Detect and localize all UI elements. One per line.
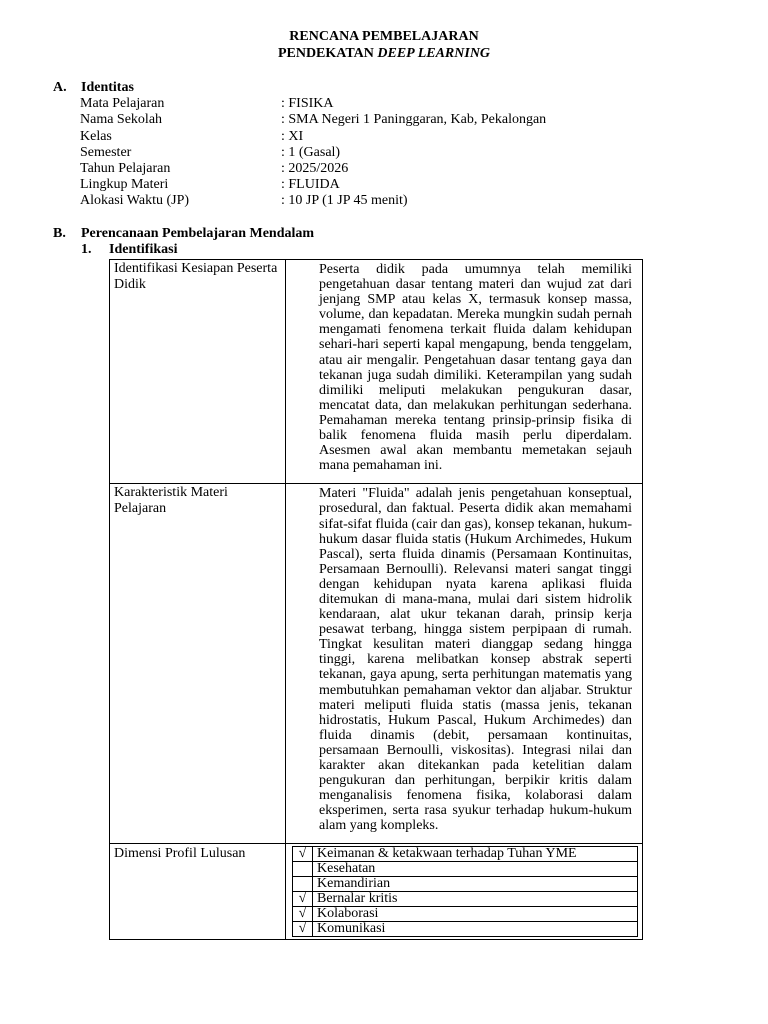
check-mark: √ (293, 892, 313, 907)
identification-table (109, 259, 643, 940)
checklist-label: Kemandirian (313, 877, 638, 892)
checklist-row (293, 892, 638, 907)
identity-value: : 1 (Gasal) (281, 145, 341, 160)
checklist-label: Keimanan & ketakwaan terhadap Tuhan YME (313, 847, 638, 862)
identity-key: Tahun Pelajaran (80, 161, 171, 176)
checklist-row (293, 862, 638, 877)
identity-key: Mata Pelajaran (80, 96, 165, 111)
identity-value: : FLUIDA (281, 177, 340, 192)
checklist-row (293, 877, 638, 892)
section-a-title: Identitas (81, 80, 134, 95)
doc-subtitle-prefix: PENDEKATAN (277, 46, 374, 61)
identity-value: : 10 JP (1 JP 45 menit) (281, 193, 408, 208)
doc-subtitle (0, 46, 768, 62)
check-mark: √ (293, 847, 313, 862)
karakteristik-text: Materi "Fluida" adalah jenis pengetahuan konseptual, prosedural, dan faktual. Peserta didik akan memahami sifat-sifat fluida (cair dan gas), konsep tekanan, hukum-hukum dasar fluida statis (Hukum Archimedes, Hukum Pascal), serta fluida dinamis (Persamaan Kontinuitas, Persamaan Bernoulli). Relevansi materi sangat tinggi dengan kehidupan nyata karena aplikasi fluida ditemukan di mana-mana, mulai dari sistem hidrolik kendaraan, alat ukur tekanan darah, prinsip kerja pesawat terbang, hingga sistem perpipaan di rumah. Tingkat kesulitan materi dianggap sedang hingga tinggi, karena melibatkan konsep abstrak seperti tekanan, gaya apung, serta perhitungan matematis yang membutuhkan pemahaman vektor dan aljabar. Struktur materi meliputi fluida statis (massa jenis, tekanan hidrostatis, Hukum Pascal, Hukum Archimedes) dan fluida dinamis (debit, persamaan kontinuitas, persamaan Bernoulli, viskositas). Integrasi nilai dan karakter akan ditekankan pada ketelitian dalam pengukuran dan perhitungan, berpikir kritis dalam menganalisis fenomena fisika, kolaborasi dalam eksperimen, serta rasa syukur terhadap hukum-hukum alam yang kompleks. (286, 484, 643, 844)
dimensi-checklist (292, 846, 638, 937)
section-b-title: Perencanaan Pembelajaran Mendalam (81, 226, 315, 241)
identity-value: : SMA Negeri 1 Paninggaran, Kab, Pekalongan (281, 112, 547, 127)
doc-subtitle-italic: DEEP LEARNING (377, 46, 491, 61)
table-row (110, 260, 643, 484)
subsection-title: Identifikasi (109, 242, 178, 257)
identity-key: Lingkup Materi (80, 177, 169, 192)
identity-key: Kelas (80, 129, 112, 144)
table-row (110, 484, 643, 844)
check-mark (293, 877, 313, 892)
check-mark: √ (293, 907, 313, 922)
checklist-row (293, 922, 638, 937)
checklist-row (293, 847, 638, 862)
checklist-row (293, 907, 638, 922)
karakteristik-label: Karakteristik Materi Pelajaran (110, 484, 286, 844)
identity-key: Alokasi Waktu (JP) (80, 193, 190, 208)
check-mark (293, 862, 313, 877)
doc-title: RENCANA PEMBELAJARAN (289, 29, 479, 44)
checklist-label: Komunikasi (313, 922, 638, 937)
section-b-label: B. (53, 226, 66, 241)
dimensi-label: Dimensi Profil Lulusan (110, 844, 286, 940)
table-row (110, 844, 643, 940)
identity-value: : 2025/2026 (281, 161, 349, 176)
checklist-label: Bernalar kritis (313, 892, 638, 907)
identity-value: : FISIKA (281, 96, 334, 111)
identity-key: Nama Sekolah (80, 112, 163, 127)
identity-value: : XI (281, 129, 304, 144)
check-mark: √ (293, 922, 313, 937)
kesiapan-text: Peserta didik pada umumnya telah memiliki pengetahuan dasar tentang materi dan wujud zat dari jenjang SMP atau kelas X, termasuk konsep massa, volume, dan kepadatan. Mereka mungkin sudah pernah mengamati fenomena terkait fluida dalam kehidupan sehari-hari seperti kapal mengapung, benda tenggelam, atau air mengalir. Pengetahuan dasar tentang gaya dan tekanan juga sudah dimiliki. Keterampilan yang sudah dimiliki meliputi melakukan pengukuran dasar, mencatat data, dan melakukan perhitungan sederhana. Pemahaman mereka tentang prinsip-prinsip fisika di balik fenomena fluida masih perlu diperdalam. Asesmen awal akan membantu memetakan sejauh mana pemahaman ini. (286, 260, 643, 484)
section-a-label: A. (53, 80, 67, 95)
identity-key: Semester (80, 145, 132, 160)
kesiapan-label: Identifikasi Kesiapan Peserta Didik (110, 260, 286, 484)
checklist-label: Kolaborasi (313, 907, 638, 922)
subsection-label: 1. (81, 242, 92, 257)
checklist-label: Kesehatan (313, 862, 638, 877)
dimensi-cell (286, 844, 643, 940)
